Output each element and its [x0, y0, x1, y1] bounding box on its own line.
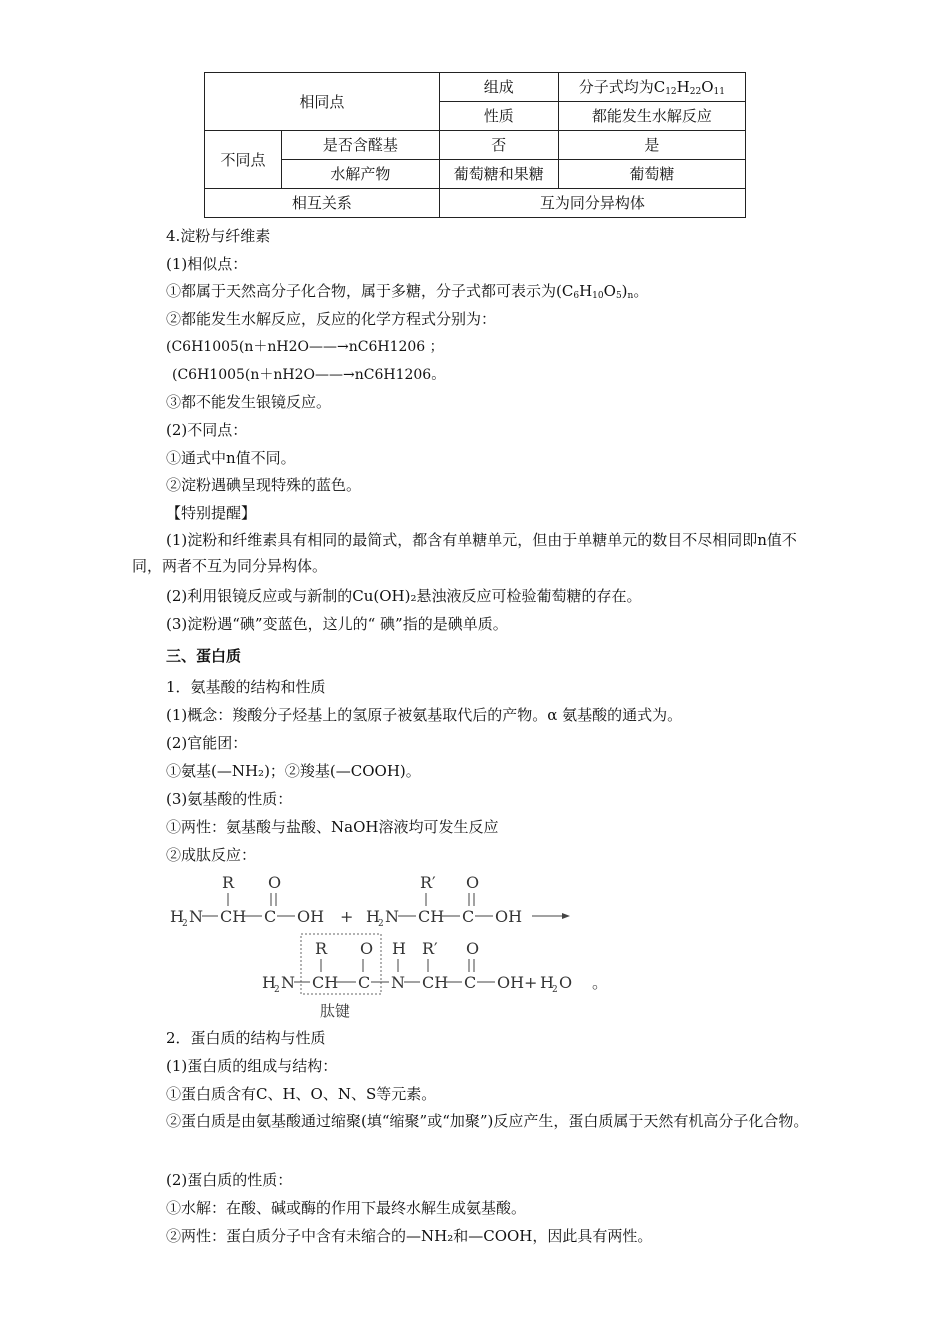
fig-plus: + — [340, 907, 354, 926]
functional-group-heading: (2)官能团： — [166, 734, 248, 752]
fig-h-2: H — [366, 907, 380, 926]
cell-composition: 组成 — [439, 73, 558, 102]
disaccharide-comparison-table — [204, 72, 746, 218]
fig-o-water: O — [559, 973, 573, 992]
fig-h-3: H — [262, 973, 276, 992]
equation-2: (C6H1005(n＋nH2O——→nC6H1206。 — [172, 367, 446, 383]
cell-yes: 是 — [558, 131, 745, 160]
amino-acid-heading: 1．氨基酸的结构和性质 — [166, 678, 326, 696]
difference-item-2: ②淀粉遇碘呈现特殊的蓝色。 — [166, 476, 362, 494]
difference-heading: (2)不同点： — [166, 421, 248, 439]
fig-r2: R′ — [420, 873, 436, 892]
fig-n-4: N — [391, 973, 405, 992]
fig-c-3: C — [358, 973, 371, 992]
reminder-item-3: (3)淀粉遇“碘”变蓝色，这儿的“ 碘”指的是碘单质。 — [166, 615, 508, 633]
section-starch-cellulose: 4.淀粉与纤维素 — [166, 227, 271, 245]
protein-property-heading: (2)蛋白质的性质： — [166, 1171, 293, 1189]
fig-h-1: H — [170, 907, 184, 926]
fig-o2: O — [466, 873, 480, 892]
fig-oh-3: OH — [497, 973, 525, 992]
protein-heading: 2．蛋白质的结构与性质 — [166, 1029, 326, 1047]
fig-o4: O — [466, 939, 480, 958]
section-protein-heading: 三、蛋白质 — [166, 647, 242, 665]
fig-c-4: C — [464, 973, 477, 992]
fig-r4: R′ — [422, 939, 438, 958]
cell-same-point: 相同点 — [205, 73, 440, 131]
protein-formation-paragraph: ②蛋白质是由氨基酸通过缩聚(填“缩聚”或“加聚”)反应产生，蛋白质属于天然有机高分子化合物。 — [166, 1112, 809, 1130]
cell-property: 性质 — [439, 102, 558, 131]
fig-r3: R — [315, 939, 328, 958]
fig-sub-2: 2 — [378, 919, 384, 929]
cell-no: 否 — [439, 131, 558, 160]
reminder-paragraph-1: (1)淀粉和纤维素具有相同的最简式，都含有单糖单元，但由于单糖单元的数目不尽相同即n值不同，两者不互为同分异构体。 — [132, 531, 797, 575]
amphoteric-property: ①两性：氨基酸与盐酸、NaOH溶液均可发生反应 — [166, 818, 499, 836]
fig-r1: R — [222, 873, 235, 892]
cell-isomers: 互为同分异构体 — [439, 189, 745, 218]
fig-sub-water: 2 — [552, 985, 558, 995]
fig-c-2: C — [462, 907, 475, 926]
cell-diff-point: 不同点 — [205, 131, 282, 189]
similarity-item-3: ③都不能发生银镜反应。 — [166, 393, 332, 411]
cell-products: 水解产物 — [282, 160, 440, 189]
cell-glucose-fructose: 葡萄糖和果糖 — [439, 160, 558, 189]
fig-h-bond: H — [392, 939, 406, 958]
peptide-reaction-heading: ②成肽反应： — [166, 846, 257, 864]
fig-ch-1: CH — [220, 907, 247, 926]
fig-ch-4: CH — [422, 973, 449, 992]
similarity-heading: (1)相似点： — [166, 255, 248, 273]
cell-aldehyde-question: 是否含醛基 — [282, 131, 440, 160]
fig-n-3: N — [281, 973, 295, 992]
peptide-reaction-figure — [160, 866, 640, 1026]
fig-n-1: N — [189, 907, 203, 926]
fig-c-1: C — [264, 907, 277, 926]
fig-n-2: N — [385, 907, 399, 926]
cell-glucose: 葡萄糖 — [558, 160, 745, 189]
fig-h-water: H — [540, 973, 554, 992]
protein-elements: ①蛋白质含有C、H、O、N、S等元素。 — [166, 1085, 437, 1103]
fig-oh-2: OH — [495, 907, 523, 926]
fig-period: 。 — [592, 973, 609, 992]
cell-formula: 分子式均为$C_{12}H_{22}O_{11}$ — [558, 73, 745, 102]
cell-relation: 相互关系 — [205, 189, 440, 218]
special-reminder: 【特别提醒】 — [166, 504, 257, 522]
protein-structure-heading: (1)蛋白质的组成与结构： — [166, 1057, 338, 1075]
similarity-item-1: ①都属于天然高分子化合物，属于多糖，分子式都可表示为$(C_6H_{10}O_5)_n$。 — [166, 282, 649, 301]
fig-ch-3: CH — [312, 973, 339, 992]
fig-sub-1: 2 — [182, 919, 188, 929]
amino-acid-concept: (1)概念：羧酸分子烃基上的氢原子被氨基取代后的产物。α 氨基酸的通式为。 — [166, 706, 683, 724]
fig-plus-2: + — [524, 973, 538, 992]
equation-1: (C6H1005(n＋nH2O——→nC6H1206 ； — [166, 339, 444, 355]
fig-o3: O — [360, 939, 374, 958]
reminder-item-2: (2)利用银镜反应或与新制的Cu(OH)₂悬浊液反应可检验葡萄糖的存在。 — [166, 587, 642, 605]
protein-amphoteric: ②两性：蛋白质分子中含有未缩合的—NH₂和—COOH，因此具有两性。 — [166, 1227, 653, 1245]
protein-hydrolysis: ①水解：在酸、碱或酶的作用下最终水解生成氨基酸。 — [166, 1199, 527, 1217]
cell-hydrolysis: 都能发生水解反应 — [558, 102, 745, 131]
fig-oh-1: OH — [297, 907, 325, 926]
amino-acid-properties: (3)氨基酸的性质： — [166, 790, 293, 808]
difference-item-1: ①通式中n值不同。 — [166, 449, 296, 467]
fig-o1: O — [268, 873, 282, 892]
fig-ch-2: CH — [418, 907, 445, 926]
fig-peptide-bond-label: 肽键 — [320, 1002, 351, 1020]
fig-sub-3: 2 — [274, 985, 280, 995]
similarity-item-2: ②都能发生水解反应，反应的化学方程式分别为： — [166, 310, 497, 328]
functional-groups: ①氨基(—NH₂)；②羧基(—COOH)。 — [166, 762, 421, 780]
